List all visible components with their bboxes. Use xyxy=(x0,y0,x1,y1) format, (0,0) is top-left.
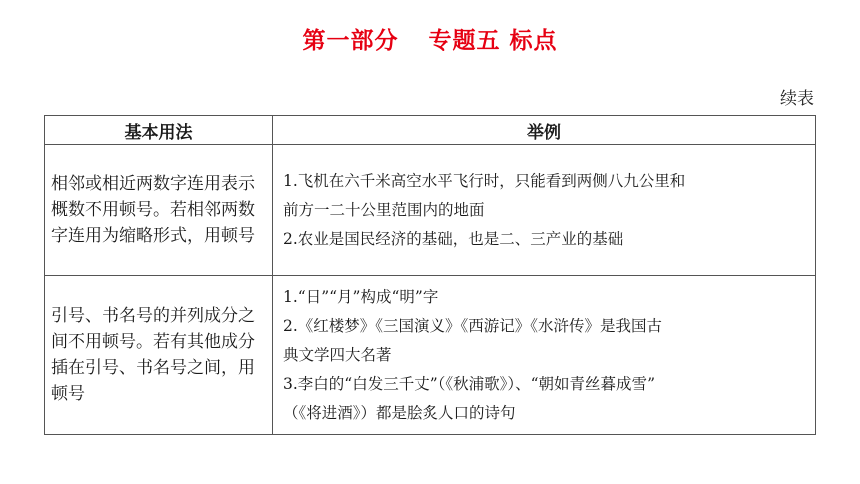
page-title xyxy=(0,22,860,55)
examples-cell xyxy=(273,145,816,276)
example-line: （《将进酒》）都是脍炙人口的诗句 xyxy=(283,403,516,422)
table-row xyxy=(45,145,816,276)
example-line: 典文学四大名著 xyxy=(283,345,392,364)
example-line: 2.农业是国民经济的基础，也是二、三产业的基础 xyxy=(283,229,624,248)
title-topic: 专题五 标点 xyxy=(428,28,558,54)
examples-cell xyxy=(273,276,816,435)
title-part: 第一部分 xyxy=(302,28,399,54)
continued-label: 续表 xyxy=(780,89,814,109)
punctuation-table xyxy=(44,115,816,435)
header-examples: 举例 xyxy=(273,116,816,145)
usage-cell: 相邻或相近两数字连用表示概数不用顿号。若相邻两数字连用为缩略形式，用顿号 xyxy=(45,145,273,276)
example-line: 前方一二十公里范围内的地面 xyxy=(283,200,485,219)
example-line: 1.“日”“月”构成“明”字 xyxy=(283,287,439,306)
table-row xyxy=(45,276,816,435)
example-line: 2.《红楼梦》《三国演义》《西游记》《水浒传》是我国古 xyxy=(283,316,663,335)
table-header-row xyxy=(45,116,816,145)
header-basic-usage: 基本用法 xyxy=(45,116,273,145)
usage-cell: 引号、书名号的并列成分之间不用顿号。若有其他成分插在引号、书名号之间，用顿号 xyxy=(45,276,273,435)
example-line: 1.飞机在六千米高空水平飞行时，只能看到两侧八九公里和 xyxy=(283,171,686,190)
example-line: 3.李白的“白发三千丈”（《秋浦歌》）、“朝如青丝暮成雪” xyxy=(283,374,655,393)
